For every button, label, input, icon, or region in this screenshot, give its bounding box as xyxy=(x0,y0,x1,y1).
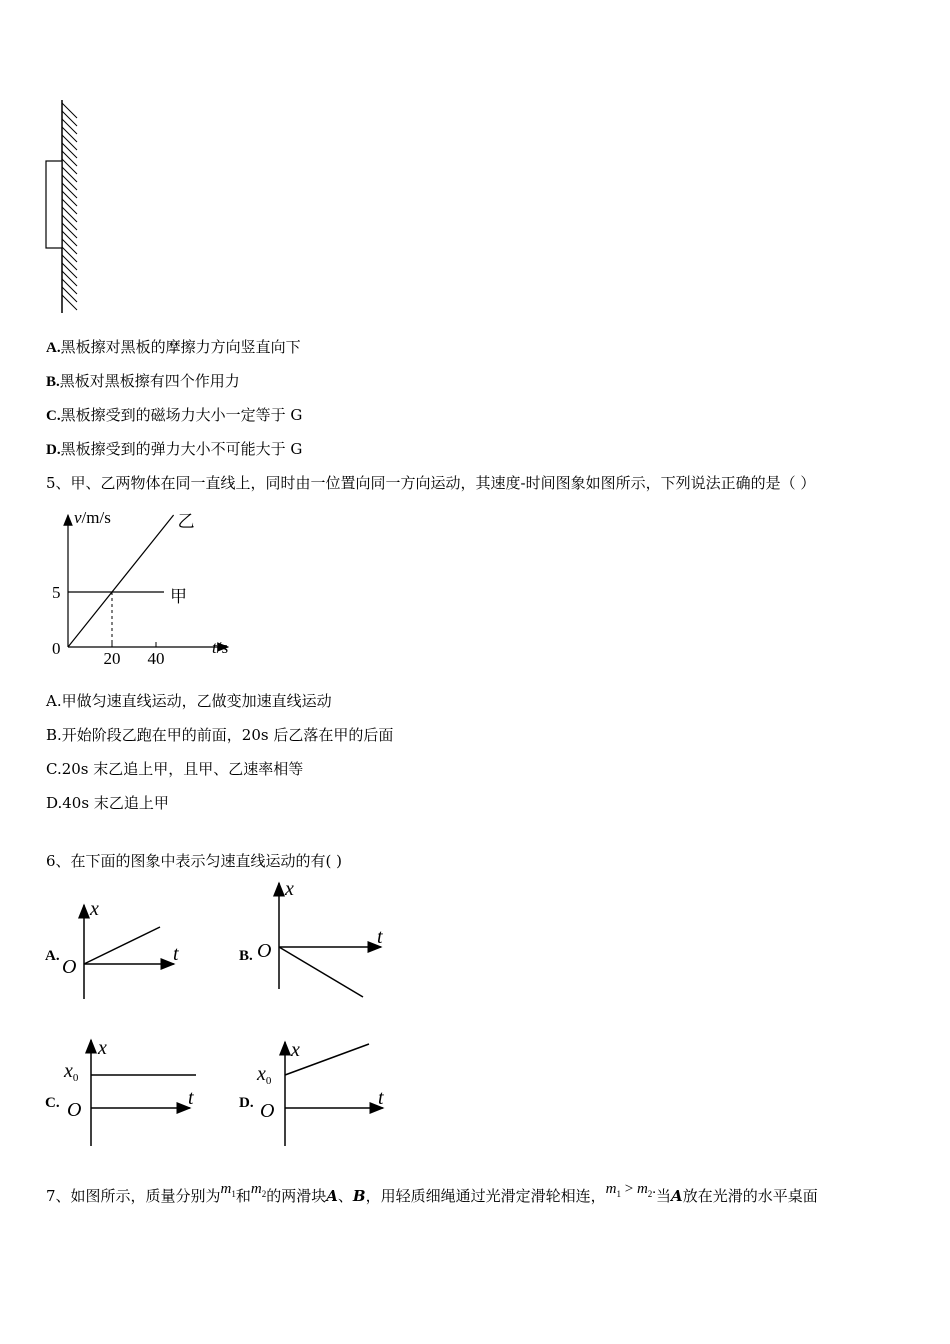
svg-text:x: x xyxy=(285,878,294,900)
svg-text:t: t xyxy=(173,943,179,965)
svg-text:x: x xyxy=(90,898,99,920)
q5-option-c: C.20s 末乙追上甲，且甲、乙速率相等 xyxy=(46,760,304,778)
q5-option-d: D.40s 末乙追上甲 xyxy=(46,794,169,812)
q5-stem: 5、甲、乙两物体在同一直线上，同时由一位置向同一方向运动，其速度-时间图象如图所示，下列说法正确的是（ ） xyxy=(46,474,816,492)
origin-label: 0 xyxy=(52,639,61,658)
q6-graph-d xyxy=(235,1032,405,1150)
series-yi-line xyxy=(68,515,174,647)
vt-chart xyxy=(40,505,250,670)
graph-c-label: C. xyxy=(45,1095,60,1111)
graph-b-label: B. xyxy=(239,948,253,964)
q4-option-b: B.黑板对黑板擦有四个作用力 xyxy=(46,372,240,390)
graph-d-label: D. xyxy=(239,1095,254,1111)
q4-option-c: C.黑板擦受到的磁场力大小一定等于 G xyxy=(46,406,303,424)
q6-graph-a xyxy=(40,895,200,1005)
x-axis-label: t/s xyxy=(212,638,229,657)
svg-text:x: x xyxy=(98,1037,107,1059)
q6-graph-c xyxy=(40,1032,210,1150)
svg-text:x0: $x_0$ xyxy=(257,1063,272,1087)
series-yi-label: 乙 xyxy=(177,512,195,531)
svg-text:O: O xyxy=(260,1100,275,1122)
q5-option-a: A.甲做匀速直线运动，乙做变加速直线运动 xyxy=(46,692,332,710)
svg-text:O: O xyxy=(62,956,77,978)
x-tick-label: 20 xyxy=(103,649,121,668)
svg-text:x: x xyxy=(291,1039,300,1061)
series-jia-label: 甲 xyxy=(170,587,187,606)
svg-text:t: t xyxy=(188,1087,194,1109)
q6-stem: 6、在下面的图象中表示匀速直线运动的有( ) xyxy=(46,852,343,870)
y-axis-label: v/m/s xyxy=(74,508,111,527)
eraser-block xyxy=(46,161,62,248)
q6-graph-b xyxy=(235,875,405,1005)
svg-text:O: O xyxy=(67,1099,82,1121)
svg-text:t: t xyxy=(377,926,383,948)
q5-option-b: B.开始阶段乙跑在甲的前面，20s 后乙落在甲的后面 xyxy=(46,726,394,744)
q4-option-d: D.黑板擦受到的弹力大小不可能大于 G xyxy=(46,440,303,458)
x-tick-label: 40 xyxy=(147,649,165,668)
q4-option-a: A.黑板擦对黑板的摩擦力方向竖直向下 xyxy=(46,338,301,356)
svg-text:O: O xyxy=(257,940,272,962)
svg-text:t: t xyxy=(378,1087,384,1109)
svg-text:x0: $x_0$ xyxy=(64,1060,79,1084)
y-tick-label: 5 xyxy=(52,583,61,602)
graph-a-label: A. xyxy=(45,948,60,964)
q7-stem: 7、如图所示，质量分别为$m_1$和$m_2$的两滑块A、B，用轻质细绳通过光滑定滑轮相连，$m_1 > m_2$.当A放在光滑的水平桌面 xyxy=(46,1181,818,1205)
wall-eraser-figure xyxy=(40,95,90,320)
